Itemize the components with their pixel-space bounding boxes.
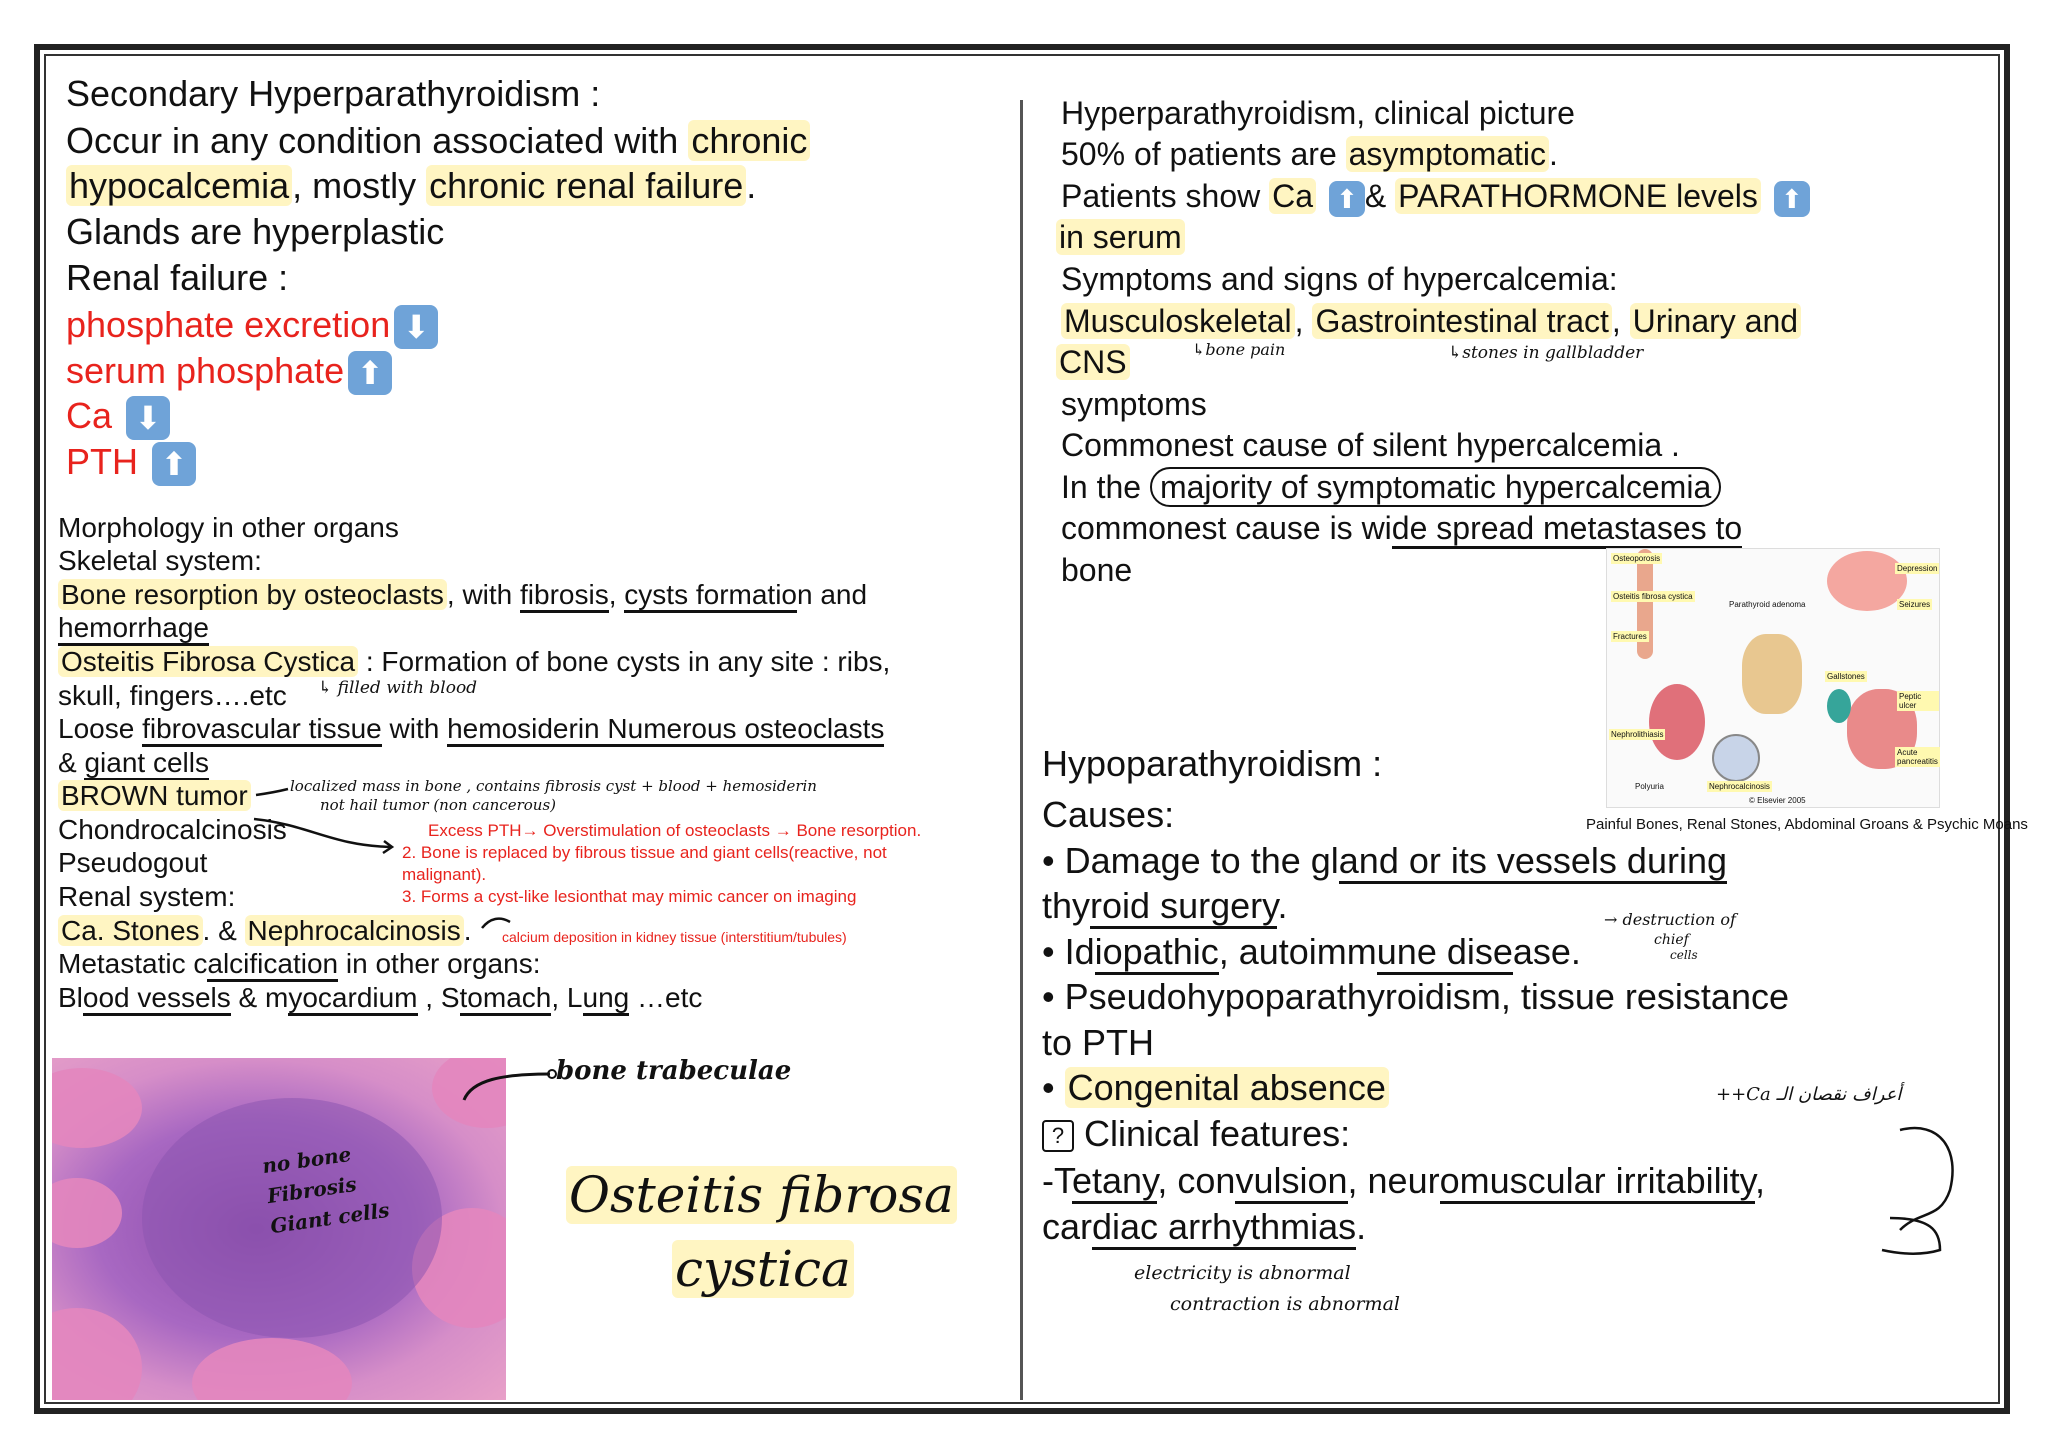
note-arabic: أعراف نقصان الـ Ca++ <box>1716 1084 1902 1105</box>
morph-l8: & giant cells <box>58 746 209 780</box>
morph-l6: skull, fingers….etc <box>58 680 287 711</box>
right-l2: 50% of patients are asymptomatic. <box>1061 136 1558 172</box>
note-contraction: contraction is abnormal <box>1170 1293 1400 1315</box>
arrow-down-icon: ⬇ <box>394 305 438 349</box>
fig-label: Depression <box>1897 564 1938 573</box>
fig-label: Polyuria <box>1635 782 1664 791</box>
right-l12: bone <box>1061 552 1133 588</box>
note-brown-1: localized mass in bone , contains fibrosis cyst + blood + hemosiderin <box>290 777 817 795</box>
morph-l1: Morphology in other organs <box>58 512 399 543</box>
note-bone-pain: ↳bone pain <box>1192 340 1286 359</box>
note-electricity: electricity is abnormal <box>1134 1262 1351 1284</box>
red-note-b: 2. Bone is replaced by fibrous tissue and giant cells(reactive, not <box>402 843 887 862</box>
question-icon: ? <box>1042 1120 1074 1152</box>
fig-label: Gallstones <box>1827 672 1865 681</box>
red-line-1: phosphate excretion ⬇ <box>66 302 438 349</box>
right-l5: Symptoms and signs of hypercalcemia: <box>1061 261 1618 297</box>
fig-label: Fractures <box>1613 632 1647 641</box>
morph-l10: Chondrocalcinosis <box>58 814 287 845</box>
red-line-2: serum phosphate ⬆ <box>66 348 392 395</box>
red-note-a: Excess PTH→ Overstimulation of osteoclasts → Bone resorption. <box>428 821 922 840</box>
note-cells: cells <box>1670 948 1698 962</box>
morph-l2: Skeletal system: <box>58 545 262 576</box>
morph-l14: Metastatic calcification in other organs: <box>58 947 540 981</box>
fig-label: Seizures <box>1899 600 1931 609</box>
note-filled-blood: ↳ filled with blood <box>318 678 478 698</box>
right-l7: CNS <box>1056 342 1130 384</box>
morph-l4: hemorrhage <box>58 611 209 645</box>
red-line-4: PTH ⬆ <box>66 439 196 486</box>
right-l10: In the majority of symptomatic hypercalcemia <box>1061 467 1721 509</box>
right-l4: in serum <box>1056 217 1185 259</box>
micrograph-image <box>52 1058 506 1400</box>
fig-label: Acute pancreatitis <box>1897 748 1938 766</box>
red-note-d: 3. Forms a cyst-like lesionthat may mimic cancer on imaging <box>402 887 857 906</box>
trabeculae-arrow-icon <box>462 1060 562 1110</box>
hypo-causes: Causes: <box>1042 794 1175 835</box>
ofc-label-1: Osteitis fibrosa <box>566 1166 957 1224</box>
left-line-1: Occur in any condition associated with chronic <box>66 118 810 164</box>
fig-label: Parathyroid adenoma <box>1729 600 1806 609</box>
note-stones: ↳stones in gallbladder <box>1448 343 1644 363</box>
hypo-b3-line2: to PTH <box>1042 1022 1155 1063</box>
fig-label: Osteoporosis <box>1613 554 1661 563</box>
fig-label: Nephrocalcinosis <box>1709 782 1770 791</box>
morph-l12: Renal system: <box>58 881 236 912</box>
note-chief: chief <box>1654 932 1689 948</box>
hypo-b6: -Tetany, convulsion, neuromuscular irritability, <box>1042 1158 1765 1204</box>
hypo-b1-line2: thyroid surgery. <box>1042 883 1287 929</box>
slide-label-2: Fibrosis <box>265 1171 359 1209</box>
right-l1: Hyperparathyroidism, clinical picture <box>1061 95 1575 131</box>
morph-l13: Ca. Stones . & Nephrocalcinosis . <box>58 914 472 948</box>
red-note-nephro: calcium deposition in kidney tissue (interstitium/tubules) <box>502 929 847 945</box>
morph-l5: Osteitis Fibrosa Cystica : Formation of bone cysts in any site : ribs, <box>58 645 890 679</box>
arrow-nephro-icon <box>480 908 520 938</box>
hypo-b1: • Damage to the gland or its vessels during <box>1042 838 1727 884</box>
ofc-label-2: cystica <box>672 1240 854 1298</box>
column-divider <box>1020 100 1023 1400</box>
bracket-arrow-icon <box>1880 1100 1970 1260</box>
morph-l11: Pseudogout <box>58 847 208 878</box>
right-l8: symptoms <box>1061 386 1207 422</box>
hypo-b4: • Congenital absence <box>1042 1065 1389 1111</box>
slide-label-3: Giant cells <box>268 1197 391 1239</box>
arrow-down-icon: ⬇ <box>126 396 170 440</box>
fig-label: Osteitis fibrosa cystica <box>1613 592 1693 601</box>
hypo-b5: ? Clinical features: <box>1042 1111 1350 1157</box>
morph-l9: BROWN tumor <box>58 779 251 813</box>
right-l6: Musculoskeletal, Gastrointestinal tract, Urinary and <box>1061 301 1801 343</box>
morph-l7: Loose fibrovascular tissue with hemosiderin Numerous osteoclasts <box>58 712 884 746</box>
morph-l3: Bone resorption by osteoclasts , with fibrosis, cysts formation and <box>58 578 867 612</box>
left-line-4: Renal failure : <box>66 257 289 298</box>
red-line-3: Ca ⬇ <box>66 393 170 440</box>
note-destruction: → destruction of <box>1604 910 1736 929</box>
fig-label: Nephrolithiasis <box>1611 730 1664 739</box>
hypo-b7: cardiac arrhythmias. <box>1042 1204 1366 1250</box>
hypo-b3: • Pseudohypoparathyroidism, tissue resistance <box>1042 976 1789 1017</box>
slide-label-1: no bone <box>260 1141 353 1179</box>
right-l11: commonest cause is wide spread metastases to <box>1061 508 1742 550</box>
hypo-heading: Hypoparathyroidism : <box>1042 743 1383 784</box>
arrow-annotations <box>250 775 530 875</box>
morph-l15: Blood vessels & myocardium , Stomach, Lung …etc <box>58 981 702 1015</box>
arrow-up-icon: ⬆ <box>1774 181 1810 217</box>
figure-caption: Painful Bones, Renal Stones, Abdominal Groans & Psychic Moans <box>1586 816 2028 833</box>
arrow-up-icon: ⬆ <box>152 442 196 486</box>
right-l3: Patients show Ca ⬆ & PARATHORMONE levels ⬆ <box>1061 176 1810 218</box>
hyperpara-figure <box>1606 548 1940 808</box>
arrow-up-icon: ⬆ <box>1329 181 1365 217</box>
arrow-up-icon: ⬆ <box>348 351 392 395</box>
red-note-c: malignant). <box>402 865 487 884</box>
fig-copyright: © Elsevier 2005 <box>1749 796 1806 805</box>
note-trabeculae: bone trabeculae <box>556 1056 792 1086</box>
fig-label: Peptic ulcer <box>1897 691 1939 711</box>
note-brown-2: not hail tumor (non cancerous) <box>320 796 557 814</box>
left-line-3: Glands are hyperplastic <box>66 211 445 252</box>
secondary-heading: Secondary Hyperparathyroidism : <box>66 73 601 114</box>
left-line-2: hypocalcemia, mostly chronic renal failure. <box>66 163 756 209</box>
right-l9: Commonest cause of silent hypercalcemia . <box>1061 427 1680 463</box>
hypo-b2: • Idiopathic, autoimmune disease. <box>1042 929 1581 975</box>
